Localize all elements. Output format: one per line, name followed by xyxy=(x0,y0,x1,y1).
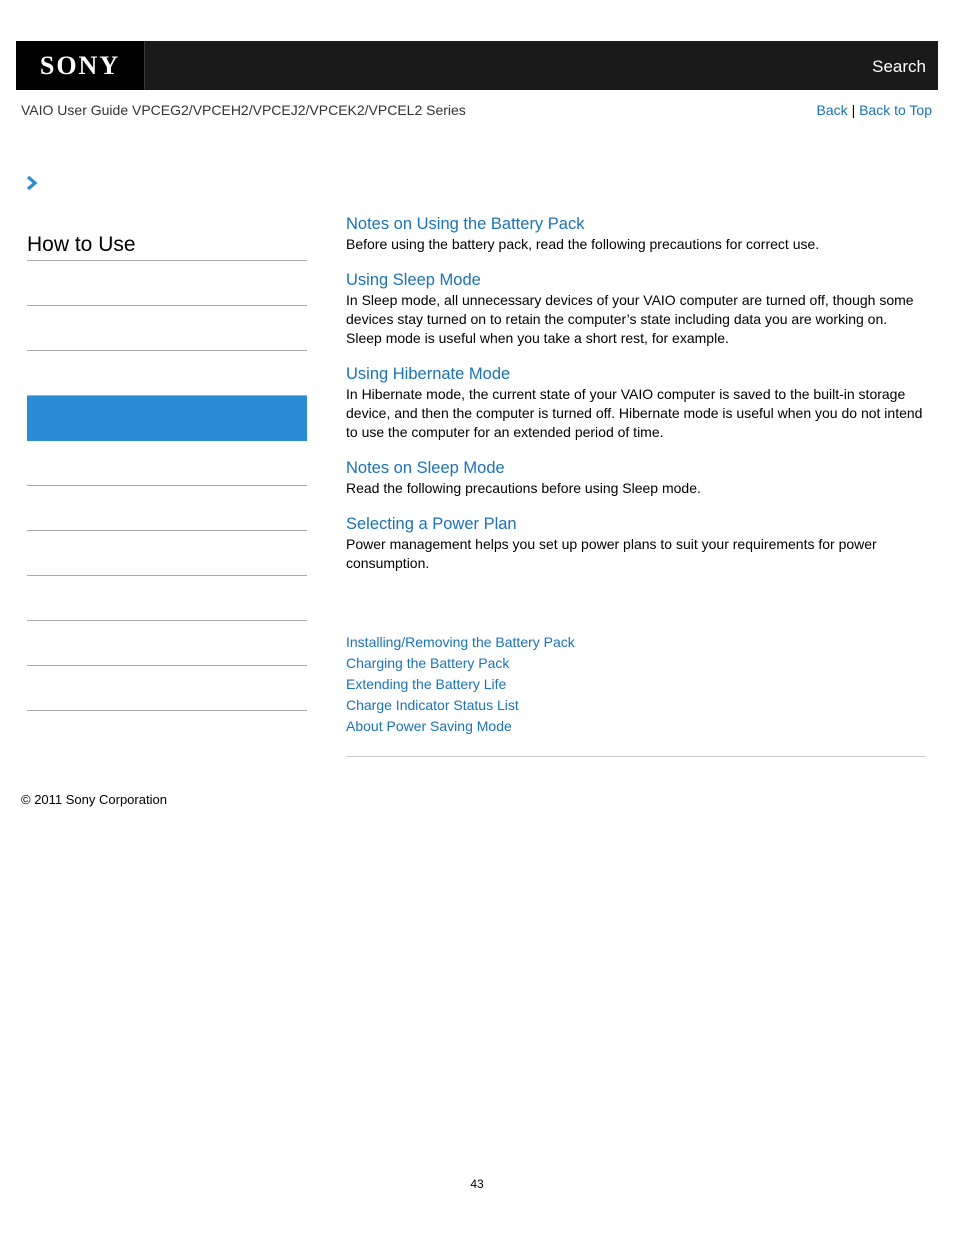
topic-description: Before using the battery pack, read the following precautions for correct use. xyxy=(346,236,820,252)
topic-title-link[interactable]: Selecting a Power Plan xyxy=(346,515,517,533)
topic-section xyxy=(346,213,926,254)
sidebar-item[interactable] xyxy=(27,621,307,666)
topic-section xyxy=(346,457,926,498)
topic-description: Read the following precautions before using Sleep mode. xyxy=(346,480,701,496)
main-content xyxy=(346,213,926,588)
topic-description: Power management helps you set up power plans to suit your requirements for power consumption. xyxy=(346,536,877,571)
related-link[interactable]: Installing/Removing the Battery Pack xyxy=(346,634,575,650)
top-navigation xyxy=(817,102,932,118)
topic-section xyxy=(346,363,926,442)
copyright: © 2011 Sony Corporation xyxy=(21,792,167,807)
sidebar-item[interactable] xyxy=(27,441,307,486)
content-divider xyxy=(346,756,926,757)
related-link[interactable]: About Power Saving Mode xyxy=(346,718,512,734)
topic-section xyxy=(346,513,926,573)
chevron-right-icon[interactable] xyxy=(24,175,40,191)
top-bar xyxy=(16,41,938,90)
related-link[interactable]: Extending the Battery Life xyxy=(346,676,507,692)
related-link[interactable]: Charge Indicator Status List xyxy=(346,697,519,713)
sidebar xyxy=(27,228,307,711)
nav-separator: | xyxy=(851,102,856,118)
sidebar-items xyxy=(27,261,307,711)
sidebar-item[interactable] xyxy=(27,486,307,531)
guide-title: VAIO User Guide VPCEG2/VPCEH2/VPCEJ2/VPCEK2/VPCEL2 Series xyxy=(21,102,466,118)
topic-title-link[interactable]: Using Sleep Mode xyxy=(346,271,481,289)
sidebar-item[interactable] xyxy=(27,531,307,576)
sidebar-item[interactable] xyxy=(27,576,307,621)
sidebar-item[interactable] xyxy=(27,261,307,306)
sidebar-item[interactable] xyxy=(27,306,307,351)
topic-description: In Hibernate mode, the current state of your VAIO computer is saved to the built-in storage device, and then the computer is turned off. Hibernate mode is useful when you do not intend to use the computer for an extended period of time. xyxy=(346,386,923,440)
sidebar-heading: How to Use xyxy=(27,228,307,261)
topic-section xyxy=(346,269,926,348)
topic-title-link[interactable]: Notes on Using the Battery Pack xyxy=(346,215,585,233)
related-link[interactable]: Charging the Battery Pack xyxy=(346,655,510,671)
topic-title-link[interactable]: Notes on Sleep Mode xyxy=(346,459,505,477)
sidebar-item[interactable] xyxy=(27,666,307,711)
sony-logo: SONY xyxy=(16,41,145,90)
sidebar-item[interactable] xyxy=(27,351,307,396)
page-number: 43 xyxy=(470,1177,484,1191)
search-button[interactable]: Search xyxy=(872,57,926,76)
topic-description: In Sleep mode, all unnecessary devices of your VAIO computer are turned off, though some devices stay turned on to retain the computer’s state including data you are working on. Sleep mode is useful when you take a short rest, for example. xyxy=(346,292,914,346)
topic-title-link[interactable]: Using Hibernate Mode xyxy=(346,365,511,383)
back-link[interactable]: Back xyxy=(816,102,848,118)
related-links xyxy=(346,632,575,737)
back-to-top-link[interactable]: Back to Top xyxy=(859,102,932,118)
sidebar-item-active[interactable] xyxy=(27,396,307,441)
